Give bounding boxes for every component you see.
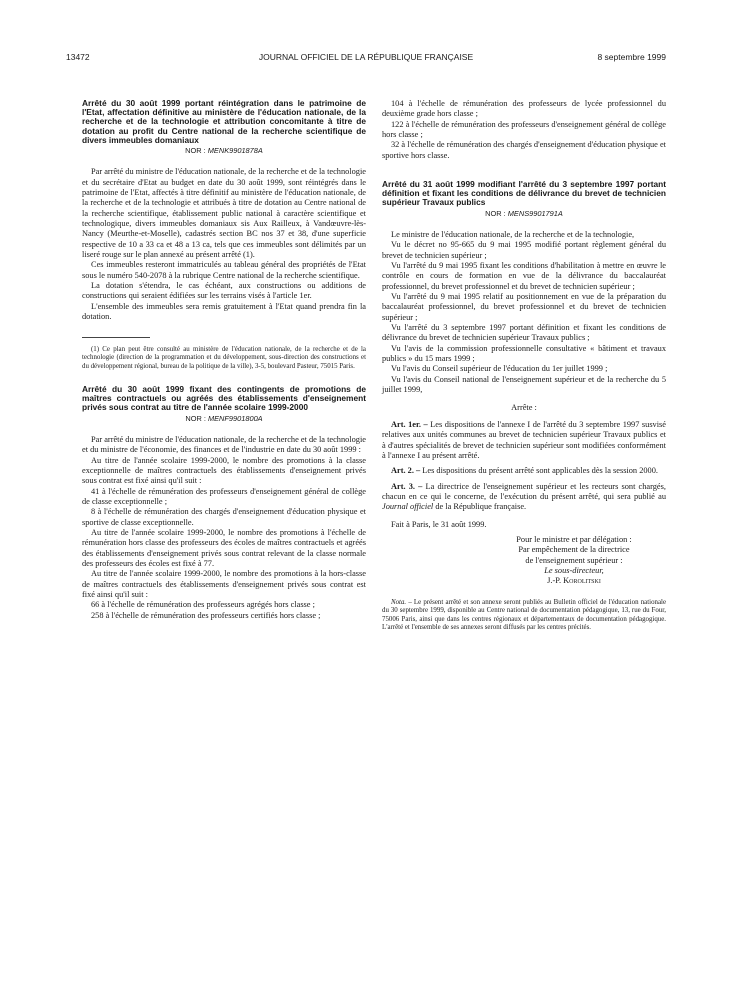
nor-reference: NOR : MENS9901791A bbox=[485, 208, 563, 218]
paragraph: 41 à l'échelle de rémunération des professeurs d'enseignement général de collège de classe exceptionnelle ; bbox=[82, 486, 366, 507]
article-1: Art. 1er. – Les dispositions de l'annexe I de l'arrêté du 3 septembre 1997 susvisé relatives aux unités communes au brevet de technicien supérieur Travaux publics et à d'autres spécialités de brevet de technicien supérieur sont modifiées conformément à l'annexe I au présent arrêté. bbox=[382, 419, 667, 460]
decree-title: Arrêté du 30 août 1999 portant réintégration dans le patrimoine de l'Etat, affectation définitive au ministère de l'éducation nationale, de la recherche et de la technologie et attribution concomitante à titre de dotation au profit du Centre national de la recherche scientifique de divers immeubles domaniaux bbox=[82, 98, 366, 145]
paragraph: 66 à l'échelle de rémunération des professeurs agrégés hors classe ; bbox=[91, 600, 315, 610]
paragraph: L'ensemble des immeubles sera remis gratuitement à l'Etat quand prendra fin la dotation. bbox=[82, 301, 366, 322]
page-header bbox=[66, 52, 666, 66]
paragraph: Vu l'avis de la commission professionnelle consultative « bâtiment et travaux publics » du 15 mars 1999 ; bbox=[382, 343, 666, 364]
paragraph: 122 à l'échelle de rémunération des professeurs d'enseignement général de collège hors classe ; bbox=[382, 119, 666, 140]
issue-date: 8 septembre 1999 bbox=[597, 52, 666, 62]
paragraph: La dotation s'étendra, le cas échéant, aux constructions ou additions de constructions qui seraient édifiées sur les terrains visés à l'article 1er. bbox=[82, 281, 366, 301]
signature-date: Fait à Paris, le 31 août 1999. bbox=[391, 519, 487, 529]
paragraph: Vu le décret no 95-665 du 9 mai 1995 modifié portant règlement général du brevet de technicien supérieur ; bbox=[382, 240, 666, 260]
paragraph: Vu l'avis du Conseil supérieur de l'éducation du 1er juillet 1999 ; bbox=[391, 364, 608, 374]
paragraph: Vu l'arrêté du 3 septembre 1997 portant définition et fixant les conditions de délivrance du brevet de technicien supérieur Travaux publics ; bbox=[382, 323, 666, 343]
paragraph: Au titre de l'année scolaire 1999-2000, le nombre des promotions à l'échelle de rémunération hors classe des professeurs des écoles de maîtres contractuels et agréés des établissements d'enseignement privés sous contrat relevant de la classe normale des professeurs des écoles est fixé à 77. bbox=[82, 528, 366, 569]
paragraph: 104 à l'échelle de rémunération des professeurs de lycée professionnel du deuxième grade hors classe ; bbox=[382, 99, 666, 119]
footnote-divider bbox=[82, 337, 150, 338]
paragraph: Par arrêté du ministre de l'éducation nationale, de la recherche et de la technologie et du secrétaire d'Etat au budget en date du 30 août 1999, sont réintégrés dans le patrimoine de l'Etat, affectés à titre définitif au ministère de l'éducation nationale, de la recherche et de la technologie et attribués à titre de dotation au Centre national de la recherche scientifique, établissement public national à caractère scientifique et technologique, divers immeubles domaniaux sis Aux Railleux, à Vandœuvre-lès-Nancy (Meurthe-et-Moselle), cadastrés section BC nos 37 et 38, d'une superficie respective de 10 a 33 ca et 48 a 13 ca, tels que ces immeubles sont délimités par un liseré rouge sur le plan annexé au présent arrêté (1). bbox=[82, 167, 366, 260]
paragraph: Au titre de l'année scolaire 1999-2000, le nombre des promotions à la classe exceptionnelle de maîtres contractuels des établissements d'enseignement privés sous contrat est fixé ainsi qu'il suit : bbox=[82, 455, 366, 486]
signatory-name: J.-P. Korolitski bbox=[547, 576, 601, 586]
paragraph: 258 à l'échelle de rémunération des professeurs certifiés hors classe ; bbox=[91, 610, 321, 620]
right-column bbox=[382, 99, 666, 633]
nota: Nota. – Le présent arrêté et son annexe seront publiés au Bulletin officiel de l'éducation nationale du 30 septembre 1999, disponible au Centre national de documentation pédagogique, 13, rue du Four, 75006 Paris, ainsi que dans les centres régionaux et départementaux de documentation pédagogique. L'arrêté et l'ensemble de ses annexes seront diffusés par les centres précités. bbox=[382, 598, 666, 632]
journal-title: JOURNAL OFFICIEL DE LA RÉPUBLIQUE FRANÇAISE bbox=[258, 52, 474, 62]
arrete-heading: Arrête : bbox=[511, 402, 537, 412]
paragraph: Vu l'avis du Conseil national de l'enseignement supérieur et de la recherche du 5 juillet 1999, bbox=[382, 374, 666, 395]
nor-reference: NOR : MENK9901878A bbox=[185, 146, 263, 156]
paragraph: Le ministre de l'éducation nationale, de la recherche et de la technologie, bbox=[391, 230, 635, 240]
paragraph: Au titre de l'année scolaire 1999-2000, le nombre des promotions à la hors-classe de maîtres contractuels des établissements d'enseignement privés sous contrat est fixé ainsi qu'il suit : bbox=[82, 569, 366, 600]
left-column bbox=[82, 99, 366, 621]
decree-title: Arrêté du 30 août 1999 fixant des contingents de promotions de maîtres contractuels ou agréés des établissements d'enseignement privés sous contrat au titre de l'année scolaire 1999-2000 bbox=[82, 384, 366, 413]
nor-reference: NOR : MENF9901800A bbox=[185, 413, 263, 423]
page-number: 13472 bbox=[66, 52, 90, 62]
article-3: Art. 3. – La directrice de l'enseignement supérieur et les recteurs sont chargés, chacun en ce qui le concerne, de l'exécution du présent arrêté, qui sera publié au Journal officiel de la République française. bbox=[382, 481, 666, 512]
paragraph: Vu l'arrêté du 9 mai 1995 fixant les conditions d'habilitation à mettre en œuvre le contrôle en cours de formation en vue de la délivrance du baccalauréat professionnel, du brevet professionnel et du brevet de technicien supérieur ; bbox=[382, 261, 666, 291]
article-2: Art. 2. – Les dispositions du présent arrêté sont applicables dès la session 2000. bbox=[391, 466, 658, 476]
decree-title: Arrêté du 31 août 1999 modifiant l'arrêté du 3 septembre 1997 portant définition et fixant les conditions de délivrance du brevet de technicien supérieur Travaux publics bbox=[382, 179, 666, 208]
footnote: (1) Ce plan peut être consulté au ministère de l'éducation nationale, de la recherche et de la technologie (direction de la programmation et du développement, sous-direction des constructions et du développement régional, bureau de la politique de la ville), 3-5, boulevard Pasteur, 75015 Paris. bbox=[82, 345, 366, 370]
paragraph: Par arrêté du ministre de l'éducation nationale, de la recherche et de la technologie et du ministre de l'économie, des finances et de l'industrie en date du 30 août 1999 : bbox=[82, 434, 366, 455]
paragraph: 32 à l'échelle de rémunération des chargés d'enseignement d'éducation physique et sportive hors classe. bbox=[382, 140, 666, 160]
paragraph: Ces immeubles resteront immatriculés au tableau général des propriétés de l'Etat sous le numéro 540-2078 à la rubrique Centre national de la recherche scientifique. bbox=[82, 260, 366, 280]
signature-block: Pour le ministre et par délégation : Par empêchement de la directrice de l'enseignement supérieur : Le sous-directeur, J.-P. Korolitski bbox=[482, 535, 666, 587]
paragraph: 8 à l'échelle de rémunération des chargés d'enseignement d'éducation physique et sportive de classe exceptionnelle. bbox=[82, 507, 366, 527]
paragraph: Vu l'arrêté du 9 mai 1995 relatif au positionnement en vue de la préparation du baccalauréat professionnel, du brevet professionnel et du brevet de technicien supérieur ; bbox=[382, 292, 666, 322]
